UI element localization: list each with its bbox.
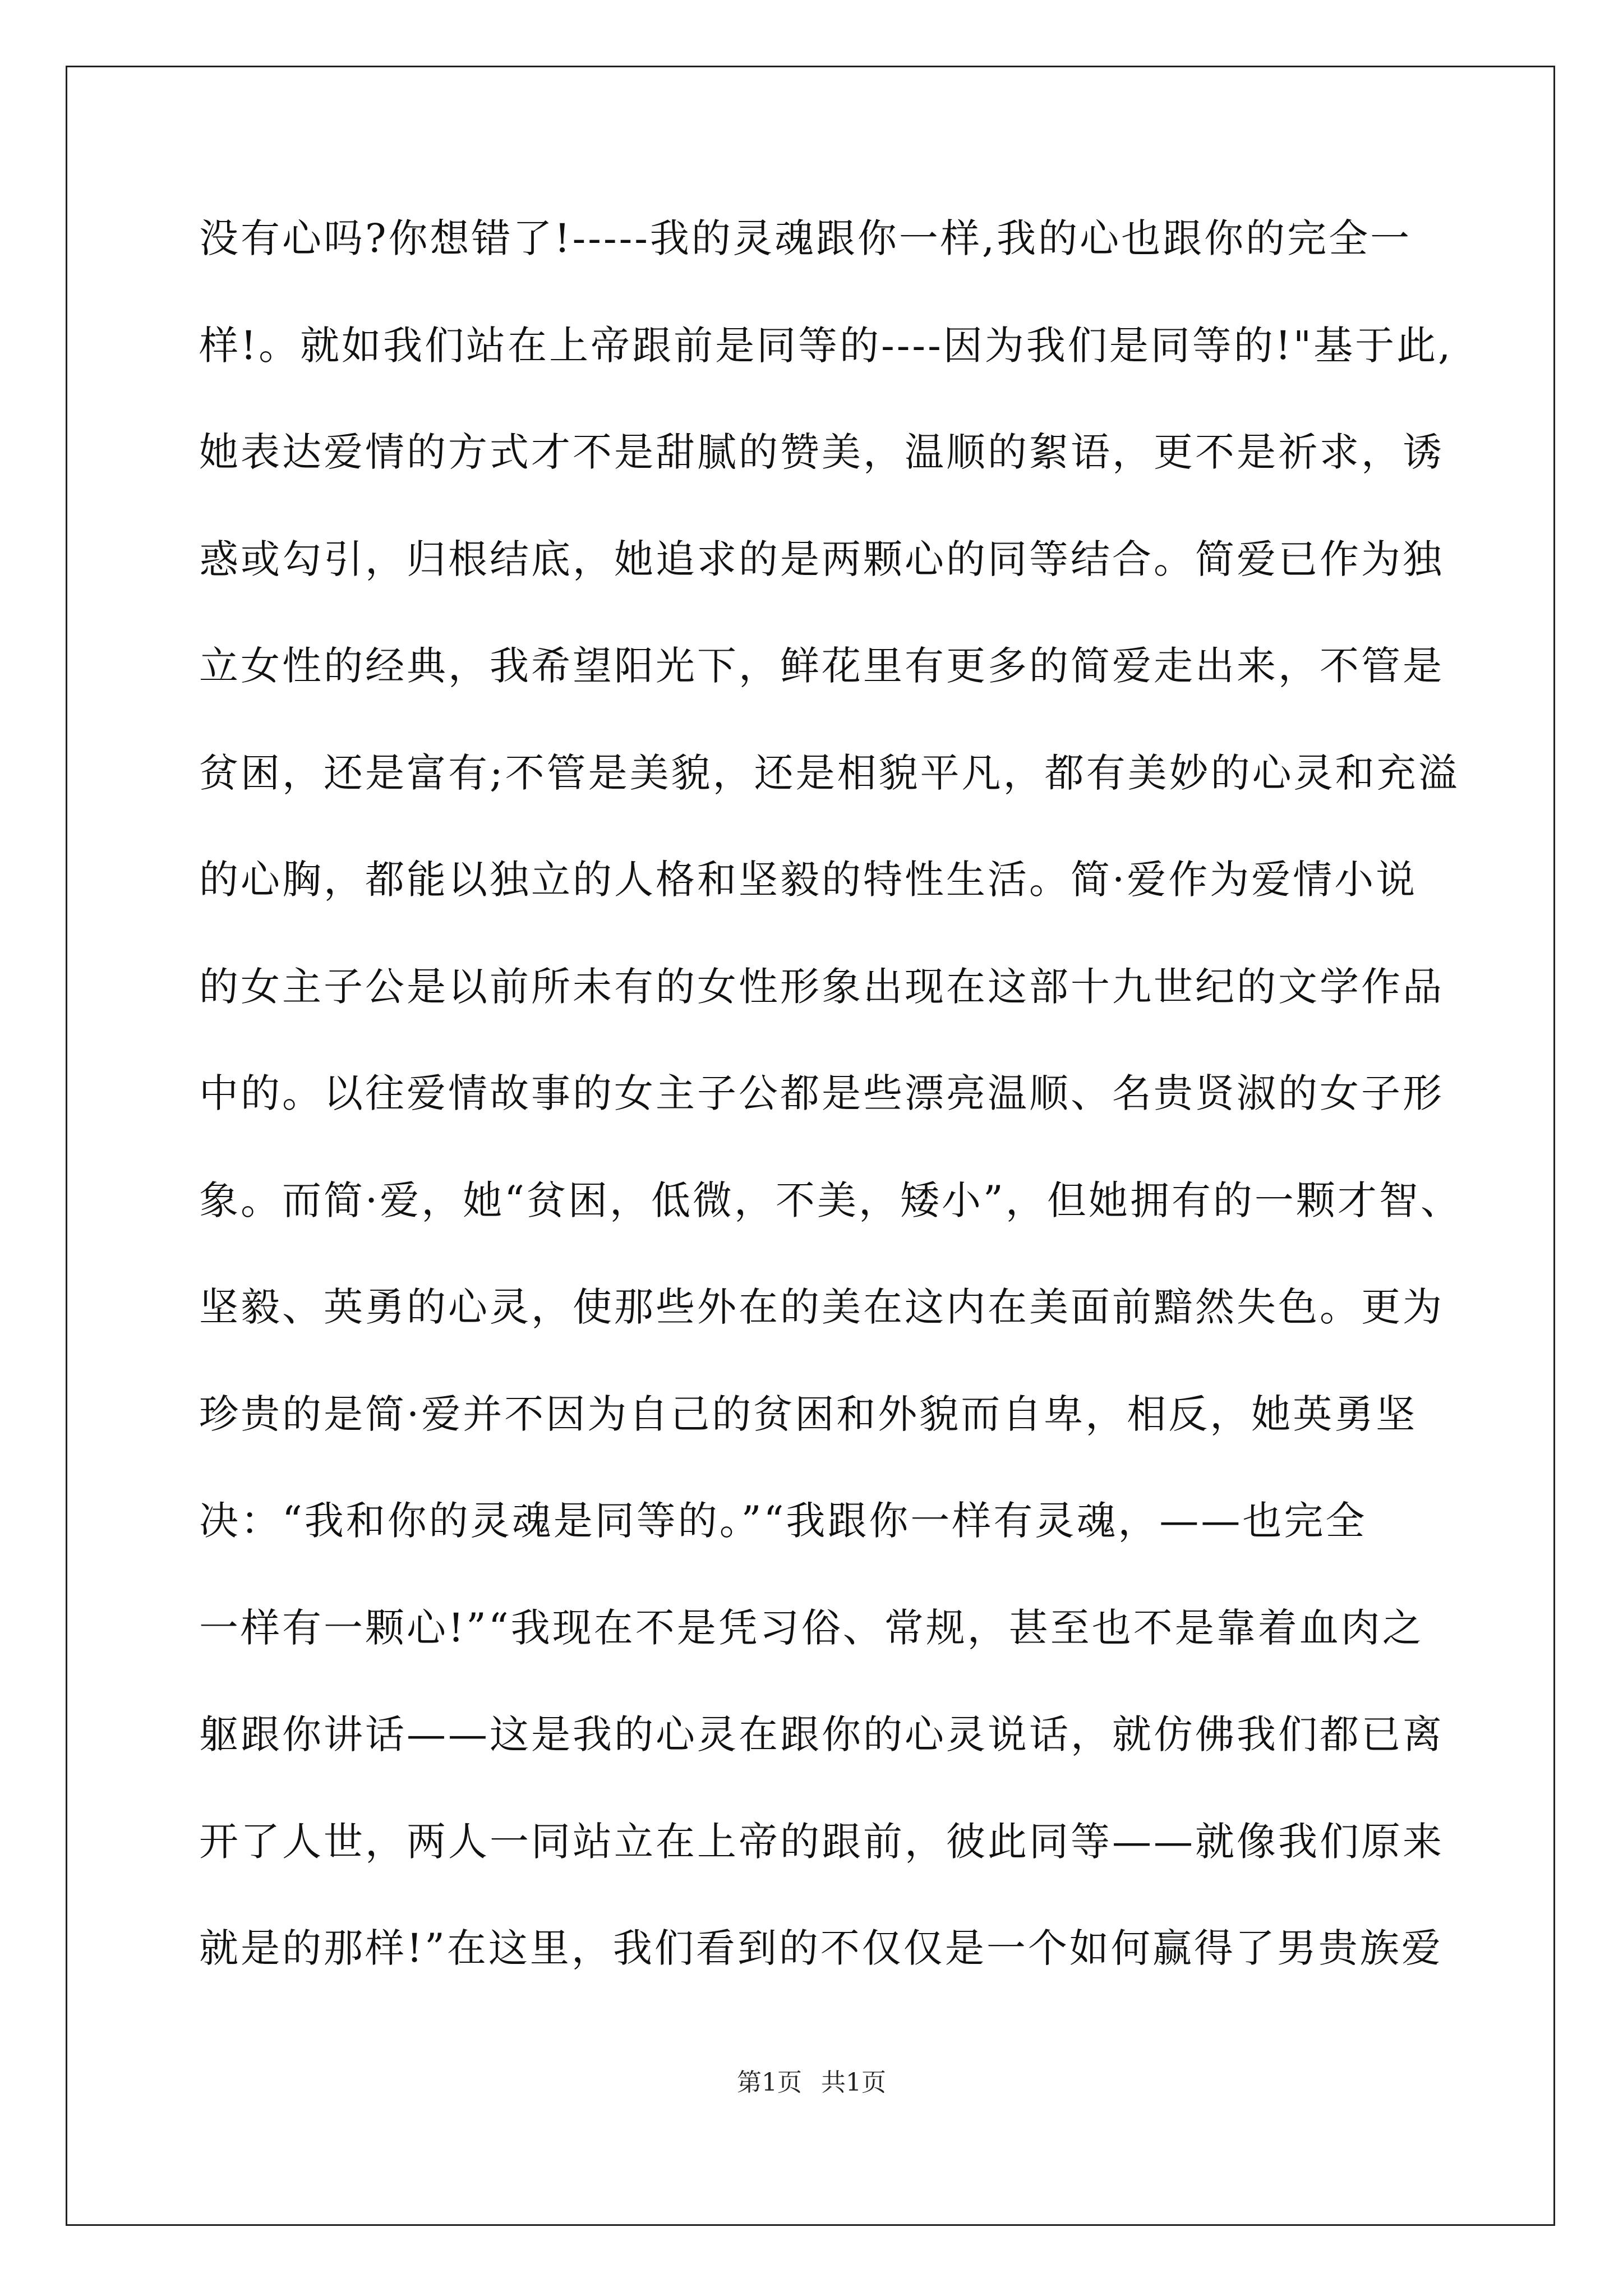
text-line: 一样有一颗心!”“我现在不是凭习俗、常规，甚至也不是靠着血肉之 [199,1604,1424,1651]
text-line: 象。而简·爱，她“贫困，低微，不美，矮小”，但她拥有的一颗才智、 [199,1177,1462,1223]
text-line: 躯跟你讲话——这是我的心灵在跟你的心灵说话，就仿佛我们都已离 [199,1711,1444,1757]
text-line: 开了人世，两人一同站立在上帝的跟前，彼此同等——就像我们原来 [199,1818,1444,1865]
text-line: 的心胸，都能以独立的人格和坚毅的特性生活。简·爱作为爱情小说 [199,857,1418,903]
text-line: 中的。以往爱情故事的女主子公都是些漂亮温顺、名贵贤淑的女子形 [199,1070,1444,1116]
page-footer [0,2069,1623,2097]
text-line: 没有心吗?你想错了!-----我的灵魂跟你一样,我的心也跟你的完全一 [199,215,1412,261]
page-total: 共1页 [821,2068,886,2097]
page-number: 第1页 [737,2068,802,2097]
text-line: 坚毅、英勇的心灵，使那些外在的美在这内在美面前黯然失色。更为 [199,1284,1444,1330]
text-line: 惑或勾引，归根结底，她追求的是两颗心的同等结合。简爱已作为独 [199,536,1444,582]
text-line: 立女性的经典，我希望阳光下，鲜花里有更多的简爱走出来，不管是 [199,643,1444,689]
text-line: 贫困，还是富有;不管是美貌，还是相貌平凡，都有美妙的心灵和充溢 [199,749,1460,796]
text-line: 的女主子公是以前所未有的女性形象出现在这部十九世纪的文学作品 [199,963,1444,1010]
document-body [199,215,1462,2035]
text-line: 样!。就如我们站在上帝跟前是同等的----因为我们是同等的!"基于此, [199,322,1453,369]
text-line: 就是的那样!”在这里，我们看到的不仅仅是一个如何赢得了男贵族爱 [199,1925,1443,1971]
text-line: 珍贵的是简·爱并不因为自己的贫困和外貌而自卑，相反，她英勇坚 [199,1391,1418,1437]
text-line: 她表达爱情的方式才不是甜腻的赞美，温顺的絮语，更不是祈求，诱 [199,429,1444,475]
text-line: 决：“我和你的灵魂是同等的。”“我跟你一样有灵魂，——也完全 [199,1498,1367,1544]
